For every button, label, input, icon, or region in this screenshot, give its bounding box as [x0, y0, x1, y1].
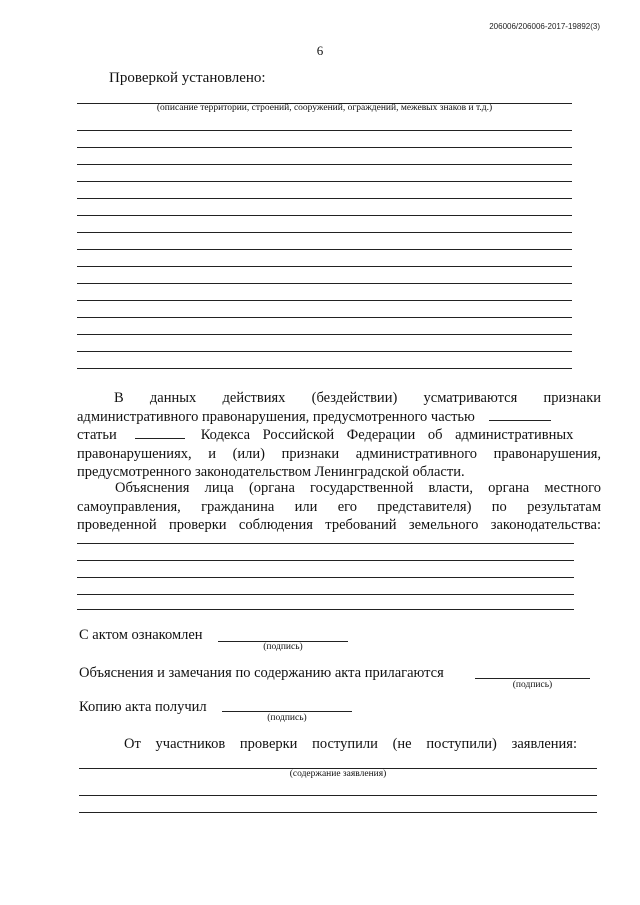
findings-line-7[interactable] [77, 215, 572, 216]
document-id: 206006/206006-2017-19892(3) [489, 22, 600, 31]
statements-paragraph [77, 735, 577, 754]
received-signature-line[interactable] [222, 711, 352, 712]
findings-heading: Проверкой установлено: [109, 70, 266, 86]
received-caption: (подпись) [267, 713, 307, 723]
attached-caption: (подпись) [512, 680, 553, 690]
article-blank[interactable] [135, 426, 185, 439]
explanations-line-1: Объяснения лица (органа государственной власти, органа местного [115, 480, 601, 496]
findings-line-12[interactable] [77, 300, 572, 301]
explanations-line-e[interactable] [77, 609, 574, 610]
violation-paragraph [77, 389, 601, 482]
attached-signature-line[interactable] [475, 678, 590, 679]
findings-line-3[interactable] [77, 147, 572, 148]
findings-line-5[interactable] [77, 181, 572, 182]
violation-line-3 [77, 426, 601, 445]
findings-line-14[interactable] [77, 334, 572, 335]
findings-line-10[interactable] [77, 266, 572, 267]
findings-line-2[interactable] [77, 130, 572, 131]
findings-line-11[interactable] [77, 283, 572, 284]
statements-line-2[interactable] [79, 795, 597, 796]
explanations-line-b[interactable] [77, 560, 574, 561]
findings-caption: (описание территории, строений, сооружений, ограждений, межевых знаков и т.д.) [156, 103, 493, 113]
code-text: Кодекса Российской Федерации об административных [200, 427, 574, 443]
statements-line-3[interactable] [79, 812, 597, 813]
explanations-line-3: проведенной проверки соблюдения требований земельного законодательства: [77, 517, 601, 533]
findings-line-9[interactable] [77, 249, 572, 250]
explanations-line-c[interactable] [77, 577, 574, 578]
acknowledged-label: С актом ознакомлен [79, 627, 203, 643]
findings-line-4[interactable] [77, 164, 572, 165]
page-number: 6 [316, 43, 324, 58]
findings-line-15[interactable] [77, 351, 572, 352]
explanations-line-2: самоуправления, гражданина или его представителя) по результатам [77, 498, 601, 515]
statements-text: От участников проверки поступили (не поступили) заявления: [124, 736, 577, 752]
acknowledged-caption: (подпись) [263, 642, 303, 652]
findings-line-6[interactable] [77, 198, 572, 199]
part-blank[interactable] [489, 408, 551, 421]
explanations-line-a[interactable] [77, 543, 574, 544]
article-word: статьи [77, 427, 117, 443]
violation-line-2 [77, 408, 601, 427]
findings-line-16[interactable] [77, 368, 572, 369]
violation-line-1: В данных действиях (бездействии) усматриваются признаки [114, 390, 601, 406]
statements-caption: (содержание заявления) [289, 769, 387, 779]
explanations-line-d[interactable] [77, 594, 574, 595]
received-label: Копию акта получил [79, 699, 207, 715]
explanations-paragraph [77, 479, 601, 535]
violation-line-2-text: административного правонарушения, предусмотренного частью [77, 408, 475, 425]
findings-line-8[interactable] [77, 232, 572, 233]
attached-label: Объяснения и замечания по содержанию акта прилагаются [79, 665, 444, 681]
findings-line-13[interactable] [77, 317, 572, 318]
violation-line-5: предусмотренного законодательством Ленинградской области. [77, 464, 465, 480]
violation-line-4: правонарушениях, и (или) признаки административного правонарушения, [77, 445, 601, 462]
